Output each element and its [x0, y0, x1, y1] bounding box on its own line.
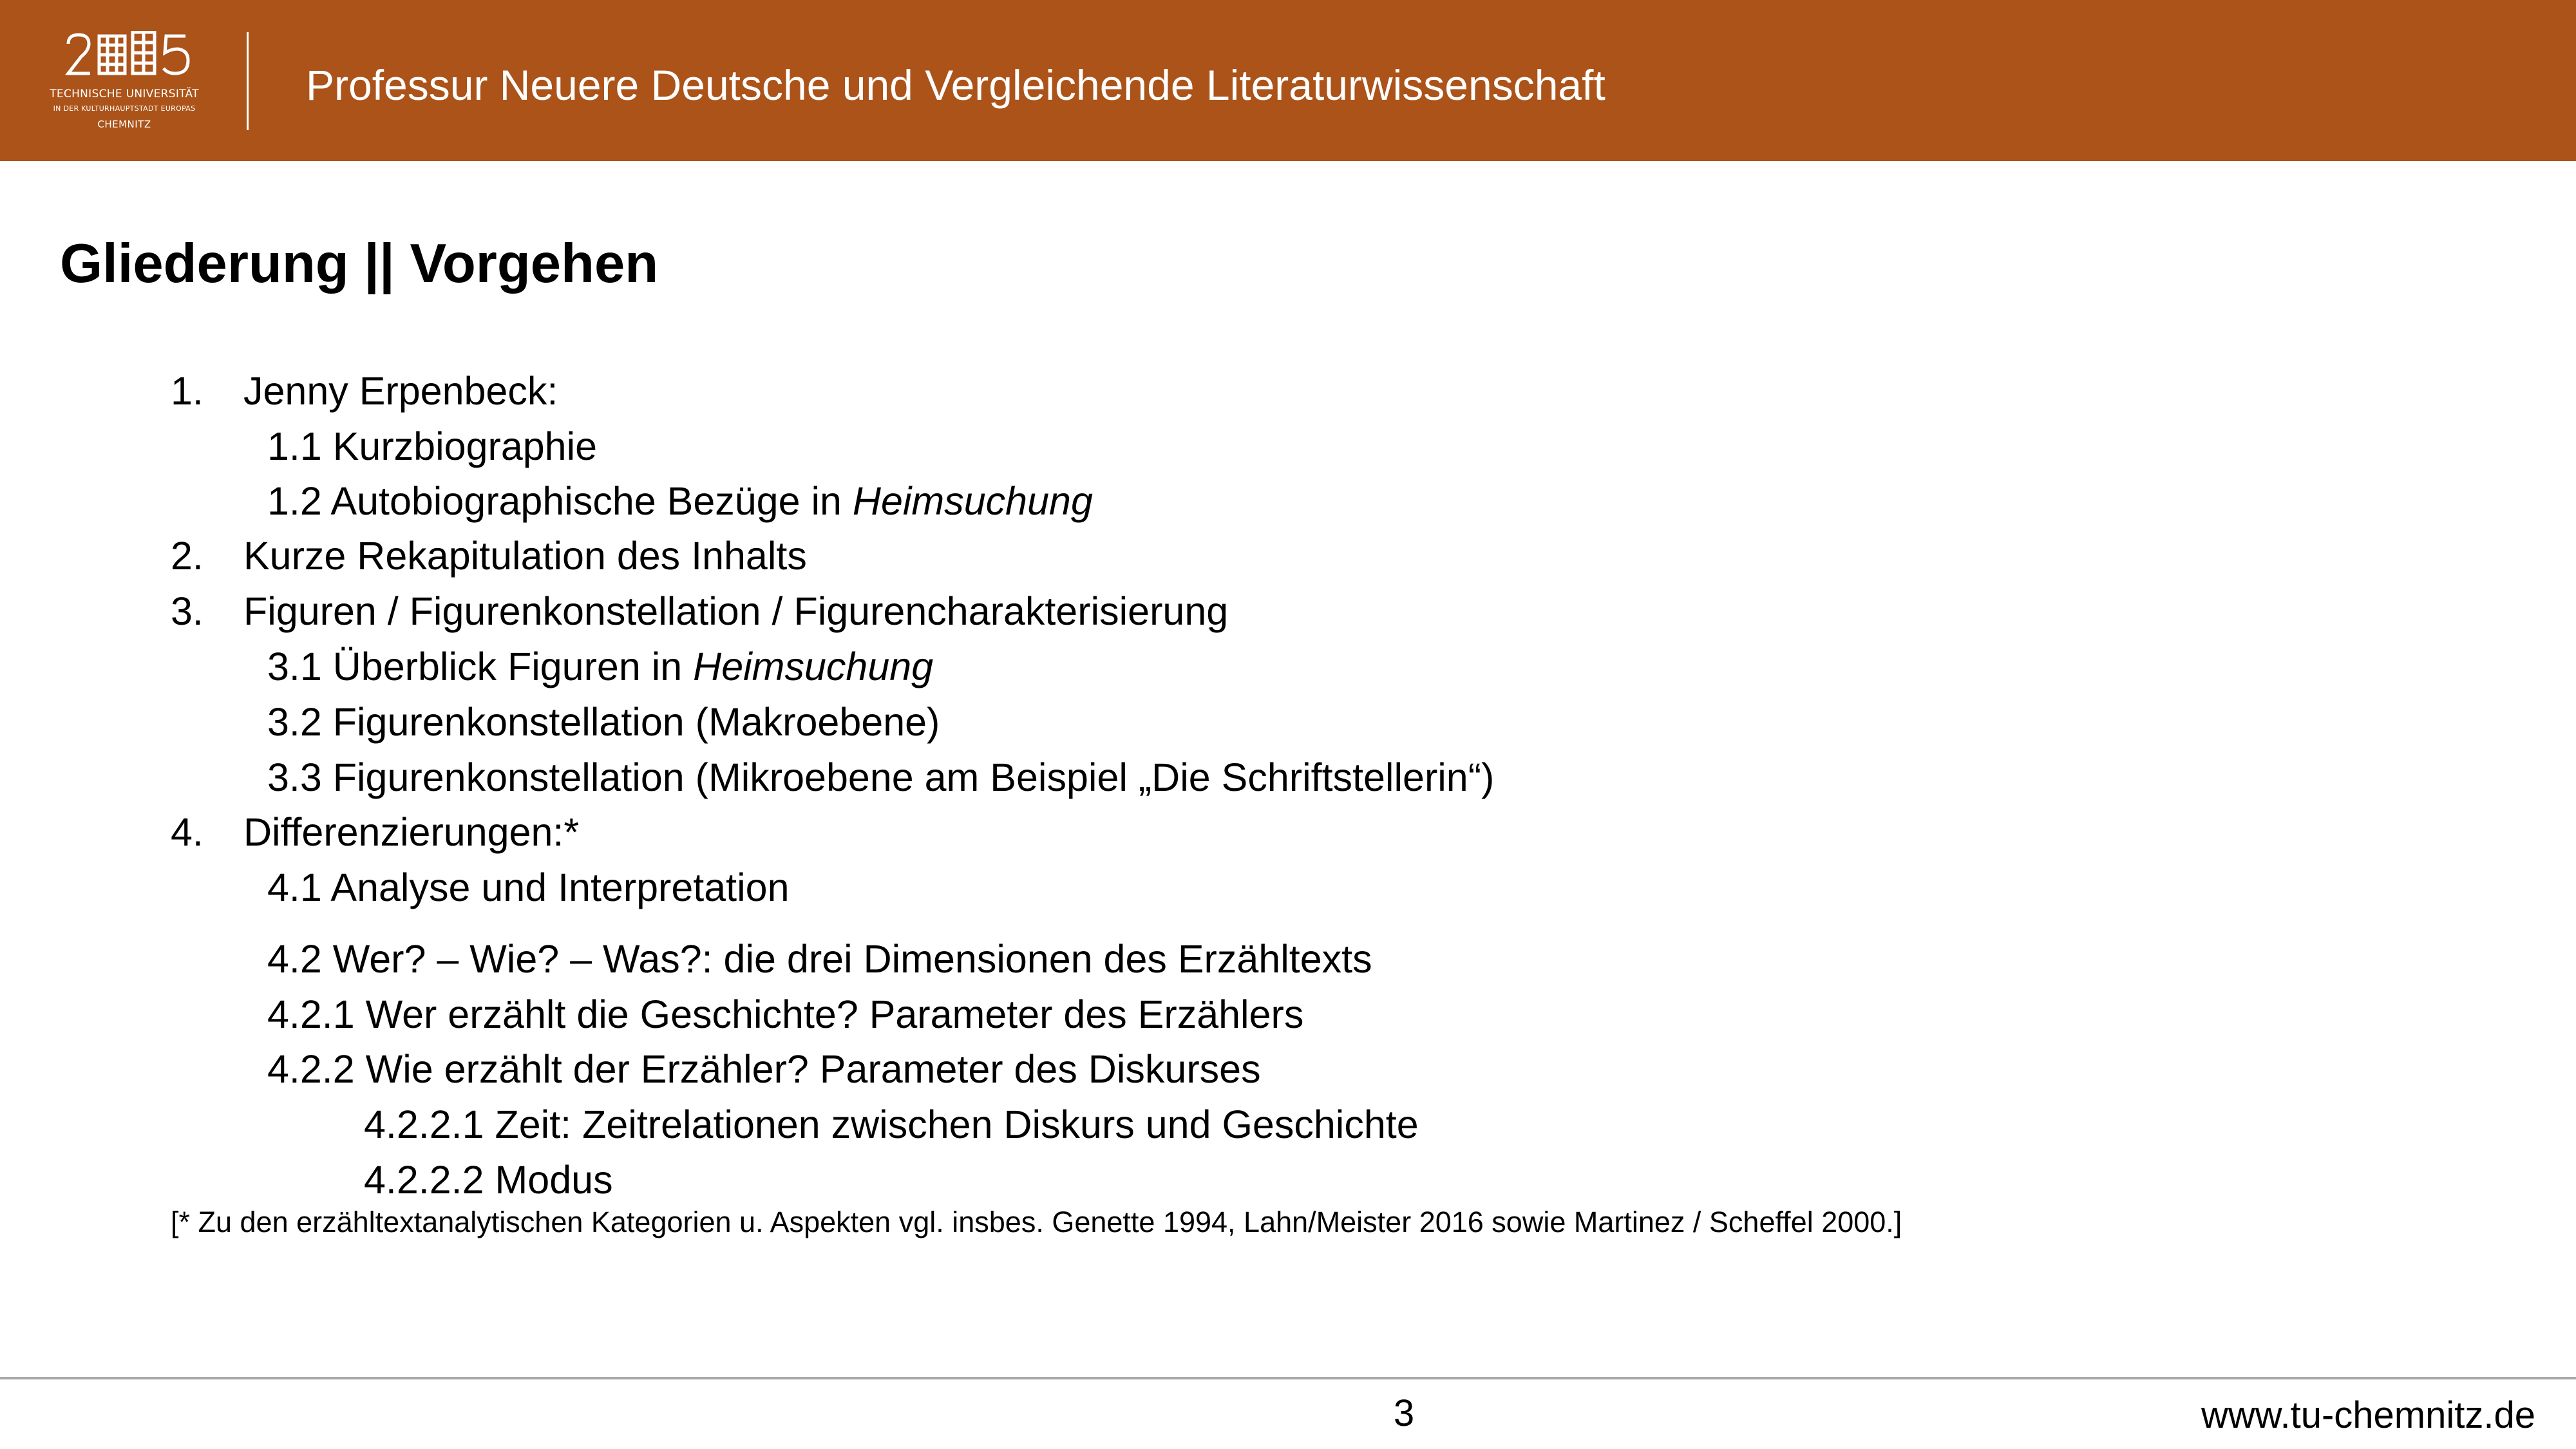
outline-subsubitem: 4.2.2.2 Modus [364, 1158, 613, 1202]
outline-number: 4. [171, 810, 204, 854]
outline-number: 1. [171, 369, 204, 413]
book-title-emphasis: Heimsuchung [693, 645, 934, 688]
page-number: 3 [1393, 1392, 1415, 1434]
outline-item: Jenny Erpenbeck: [243, 369, 558, 413]
outline-subitem: 1.1 Kurzbiographie [267, 424, 598, 468]
outline-subitem: 3.2 Figurenkonstellation (Makroebene) [267, 700, 940, 744]
outline-subitem: 4.1 Analyse und Interpretation [267, 866, 790, 909]
outline-item: Differenzierungen:* [243, 810, 580, 854]
footer-divider [0, 1377, 2576, 1379]
outline-item: Figuren / Figurenkonstellation / Figurencharakterisierung [243, 589, 1229, 633]
outline-subitem: 4.2.1 Wer erzählt die Geschichte? Parameter des Erzählers [267, 992, 1304, 1036]
website-url: www.tu-chemnitz.de [2201, 1394, 2535, 1436]
header-title: Professur Neuere Deutsche und Vergleichende Literaturwissenschaft [306, 61, 1605, 109]
outline-subitem [267, 475, 1093, 527]
logo-text-line3: CHEMNITZ [97, 118, 151, 130]
footnote: [* Zu den erzähltextanalytischen Kategorien u. Aspekten vgl. insbes. Genette 1994, Lahn/Meister 2016 sowie Martinez / Scheffel 2000.] [171, 1206, 1902, 1238]
outline-item: Kurze Rekapitulation des Inhalts [243, 534, 807, 578]
outline-subitem: 4.2.2 Wie erzählt der Erzähler? Parameter des Diskurses [267, 1047, 1261, 1091]
outline-subsubitem: 4.2.2.1 Zeit: Zeitrelationen zwischen Diskurs und Geschichte [364, 1103, 1419, 1146]
book-title-emphasis: Heimsuchung [852, 479, 1093, 523]
outline-subitem: 4.2 Wer? – Wie? – Was?: die drei Dimensionen des Erzähltexts [267, 937, 1372, 981]
outline-subitem [267, 641, 933, 692]
slide-title: Gliederung || Vorgehen [60, 233, 659, 294]
outline-subitem-text: 3.1 Überblick Figuren in [267, 645, 694, 688]
logo-text-line2: IN DER KULTURHAUPTSTADT EUROPAS [53, 104, 196, 113]
outline-subitem-text: 1.2 Autobiographische Bezüge in [267, 479, 853, 523]
logo-text-line1: TECHNISCHE UNIVERSITÄT [50, 88, 199, 100]
outline-number: 3. [171, 589, 204, 633]
outline-number: 2. [171, 534, 204, 578]
outline-subitem: 3.3 Figurenkonstellation (Mikroebene am Beispiel „Die Schriftstellerin“) [267, 755, 1495, 799]
